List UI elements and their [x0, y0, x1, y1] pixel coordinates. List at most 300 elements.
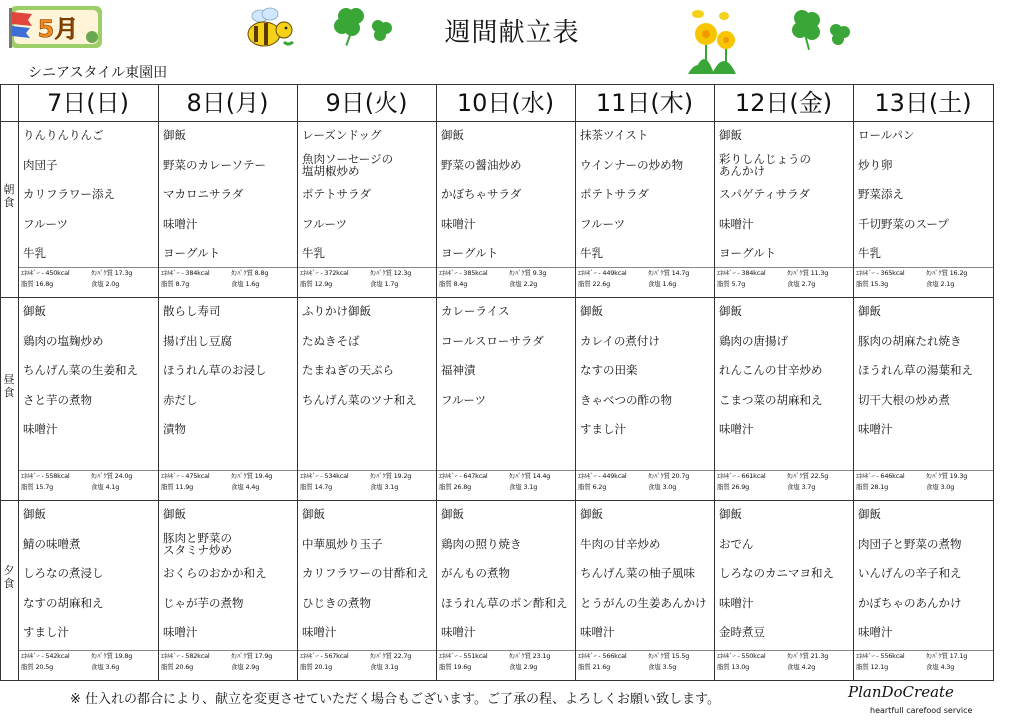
dish-item: [23, 247, 46, 259]
nutrition-salt: 食塩 3.1g: [370, 663, 399, 671]
nutrition-energy: ｴﾈﾙｷﾞｰ - 449kcal: [578, 269, 627, 277]
nutrition-energy: ｴﾈﾙｷﾞｰ - 385kcal: [439, 269, 488, 277]
dish-item: [302, 567, 429, 579]
nutrition-salt: 食塩 3.0g: [648, 483, 677, 491]
dish-item: [580, 159, 683, 171]
dish-line: なすの胡麻和え: [23, 595, 104, 610]
dish-line: カレーライス: [441, 304, 510, 318]
nutrition-divider: [19, 470, 158, 471]
dish-line: 御飯: [858, 304, 881, 318]
dish-item: [23, 129, 104, 141]
dish-item: [719, 335, 788, 347]
nutrition-energy: ｴﾈﾙｷﾞｰ - 556kcal: [856, 652, 905, 660]
dish-line: 鶏肉の唐揚げ: [719, 333, 788, 348]
dish-item: [441, 305, 510, 317]
dish-line: しろなのカニマヨ和え: [719, 566, 834, 580]
dish-item: [23, 394, 92, 406]
dish-item: [441, 159, 522, 171]
dish-line: さと芋の煮物: [23, 392, 92, 407]
nutrition-salt: 食塩 3.1g: [370, 483, 399, 491]
dish-item: [580, 567, 695, 579]
dish-item: [580, 626, 615, 638]
dish-line: 味噌汁: [23, 422, 58, 436]
nutrition-divider: [437, 267, 575, 268]
day-header: 13日(土): [874, 89, 972, 117]
dish-line: 炒り卵: [858, 157, 893, 172]
dish-line: 味噌汁: [858, 422, 893, 436]
dish-line: 御飯: [302, 507, 325, 521]
nutrition-divider: [298, 650, 436, 651]
nutrition-salt: 食塩 1.6g: [231, 280, 260, 288]
dish-line: 御飯: [441, 128, 464, 142]
dish-line: おでん: [719, 536, 754, 551]
dish-line: いんげんの辛子和え: [858, 566, 962, 580]
dish-item: [580, 218, 625, 230]
dish-line: あんかけ: [719, 163, 765, 178]
dish-line: 御飯: [441, 507, 464, 521]
nutrition-energy: ｴﾈﾙｷﾞｰ - 450kcal: [21, 269, 70, 277]
dish-item: [719, 394, 823, 406]
dish-line: 味噌汁: [441, 625, 476, 639]
dish-line: たぬきそば: [302, 333, 360, 348]
dish-item: [858, 597, 962, 609]
dish-line: 肉団子: [23, 157, 58, 172]
dish-item: [23, 335, 104, 347]
day-header: 8日(月): [186, 89, 269, 117]
dish-item: [23, 159, 58, 171]
dish-line: 御飯: [23, 304, 46, 318]
dish-item: [580, 129, 648, 141]
dish-line: ふりかけ御飯: [302, 304, 371, 318]
dish-line: 野菜添え: [858, 187, 904, 201]
nutrition-lipid: 脂質 11.9g: [161, 483, 194, 491]
dish-item: [719, 597, 754, 609]
dish-item: [163, 394, 198, 406]
day-header: 12日(金): [734, 89, 833, 117]
nutrition-energy: ｴﾈﾙｷﾞｰ - 384kcal: [161, 269, 210, 277]
dish-line: ちんげん菜のツナ和え: [302, 392, 417, 407]
grid-line: [0, 297, 994, 298]
nutrition-salt: 食塩 3.6g: [91, 663, 120, 671]
meal-label-char: 食: [3, 385, 15, 399]
dish-line: 切干大根の炒め煮: [858, 392, 950, 407]
nutrition-lipid: 脂質 14.7g: [300, 483, 333, 491]
dish-item: [302, 394, 417, 406]
dish-line: ちんげん菜の生姜和え: [23, 363, 138, 377]
dish-item: [858, 626, 893, 638]
dish-line: フルーツ: [580, 216, 626, 231]
nutrition-lipid: 脂質 20.1g: [300, 663, 333, 671]
nutrition-lipid: 脂質 26.9g: [717, 483, 750, 491]
dish-item: [163, 626, 198, 638]
dish-line: ほうれん草のお浸し: [163, 363, 267, 377]
day-header: 10日(水): [456, 89, 555, 117]
nutrition-divider: [19, 267, 158, 268]
nutrition-protein: ﾀﾝﾊﾟｸ質 23.1g: [509, 652, 551, 660]
dish-line: 御飯: [719, 304, 742, 318]
dish-line: 御飯: [23, 507, 46, 521]
dish-item: [302, 597, 371, 609]
dish-item: [441, 508, 464, 520]
dish-line: 千切野菜のスープ: [858, 216, 949, 231]
nutrition-energy: ｴﾈﾙｷﾞｰ - 449kcal: [578, 472, 627, 480]
nutrition-lipid: 脂質 13.0g: [717, 663, 750, 671]
nutrition-energy: ｴﾈﾙｷﾞｰ - 661kcal: [717, 472, 766, 480]
grid-line: [714, 84, 715, 680]
dish-item: [719, 218, 754, 230]
dish-item: [441, 394, 486, 406]
nutrition-salt: 食塩 4.4g: [231, 483, 260, 491]
dish-line: 赤だし: [163, 392, 198, 407]
dish-line: がんもの煮物: [441, 566, 510, 580]
dish-line: 御飯: [719, 128, 742, 142]
day-header: 11日(木): [595, 89, 694, 117]
dish-item: [580, 305, 603, 317]
nutrition-divider: [854, 267, 993, 268]
dish-line: 魚肉ソーセージの: [302, 151, 394, 166]
dish-item: [858, 129, 914, 141]
nutrition-lipid: 脂質 16.8g: [21, 280, 54, 288]
meal-label-char: 食: [3, 196, 15, 209]
nutrition-lipid: 脂質 20.6g: [161, 663, 194, 671]
dish-item: [23, 626, 69, 638]
dish-item: [719, 538, 753, 550]
dish-item: [163, 305, 221, 317]
dish-line: 御飯: [163, 128, 186, 142]
dish-line: 豚肉の胡麻たれ焼き: [858, 333, 962, 348]
dish-item: [858, 159, 893, 171]
nutrition-lipid: 脂質 22.6g: [578, 280, 611, 288]
meal-label-char: 朝: [3, 183, 15, 196]
nutrition-protein: ﾀﾝﾊﾟｸ質 19.4g: [231, 472, 273, 480]
nutrition-divider: [437, 470, 575, 471]
dish-item: [23, 567, 104, 579]
dish-line: ポテトサラダ: [302, 187, 371, 201]
nutrition-divider: [298, 267, 436, 268]
dish-item: [302, 508, 325, 520]
dish-line: 御飯: [580, 507, 603, 521]
dish-line: 金時煮豆: [719, 625, 765, 639]
dish-item: [441, 335, 544, 347]
dish-line: 中華風炒り玉子: [302, 536, 383, 551]
grid-line: [436, 84, 437, 680]
dish-item: [858, 335, 962, 347]
grid-line: [853, 84, 854, 680]
grid-line: [18, 84, 19, 680]
nutrition-protein: ﾀﾝﾊﾟｸ質 21.3g: [787, 652, 829, 660]
nutrition-salt: 食塩 1.6g: [648, 280, 677, 288]
facility-name: シニアスタイル東園田: [28, 65, 168, 81]
nutrition-protein: ﾀﾝﾊﾟｸ質 19.2g: [370, 472, 412, 480]
nutrition-protein: ﾀﾝﾊﾟｸ質 9.3g: [509, 269, 547, 277]
footer-note: ※ 仕入れの都合により、献立を変更させていただく場合もございます。ご了承の程、よろしくお願い致します。: [70, 692, 720, 707]
dish-item: [302, 188, 371, 200]
nutrition-energy: ｴﾈﾙｷﾞｰ - 365kcal: [856, 269, 905, 277]
nutrition-protein: ﾀﾝﾊﾟｸ質 17.1g: [926, 652, 968, 660]
nutrition-divider: [715, 267, 853, 268]
dish-line: りんりんりんご: [23, 128, 104, 142]
meal-label-char: 食: [3, 577, 15, 590]
nutrition-salt: 食塩 2.1g: [926, 280, 955, 288]
dish-line: 御飯: [858, 507, 881, 521]
nutrition-energy: ｴﾈﾙｷﾞｰ - 384kcal: [717, 269, 766, 277]
dish-line: レーズンドッグ: [302, 128, 382, 142]
dish-item: [163, 567, 267, 579]
company-tagline: heartfull carefood service: [870, 706, 973, 715]
dish-item: [163, 335, 232, 347]
grid-line: [297, 84, 298, 680]
nutrition-salt: 食塩 2.9g: [509, 663, 538, 671]
dish-item: [23, 305, 46, 317]
dish-item: [163, 159, 266, 171]
nutrition-salt: 食塩 2.2g: [509, 280, 538, 288]
dish-item: [580, 247, 603, 259]
dish-line: おくらのおかか和え: [163, 566, 267, 580]
nutrition-protein: ﾀﾝﾊﾟｸ質 15.5g: [648, 652, 690, 660]
day-header: 7日(日): [47, 89, 129, 117]
dish-item: [719, 153, 811, 177]
dish-line: 牛乳: [580, 246, 603, 260]
dish-line: 味噌汁: [163, 216, 198, 231]
dish-line: かぼちゃのあんかけ: [858, 595, 962, 610]
meal-label-char: 夕: [3, 564, 15, 577]
dish-item: [441, 188, 521, 200]
dish-line: しろなの煮浸し: [23, 566, 104, 580]
nutrition-divider: [159, 267, 297, 268]
nutrition-salt: 食塩 2.7g: [787, 280, 816, 288]
nutrition-divider: [159, 470, 297, 471]
nutrition-protein: ﾀﾝﾊﾟｸ質 22.7g: [370, 652, 412, 660]
nutrition-protein: ﾀﾝﾊﾟｸ質 24.0g: [91, 472, 133, 480]
dish-line: 肉団子と野菜の煮物: [858, 536, 962, 551]
dish-line: コールスローサラダ: [441, 333, 544, 348]
dish-item: [858, 538, 962, 550]
dish-line: 味噌汁: [302, 625, 337, 639]
nutrition-energy: ｴﾈﾙｷﾞｰ - 646kcal: [856, 472, 905, 480]
nutrition-energy: ｴﾈﾙｷﾞｰ - 475kcal: [161, 472, 210, 480]
dish-item: [23, 218, 68, 230]
month-badge-text: 5月: [37, 15, 79, 43]
nutrition-divider: [19, 650, 158, 651]
nutrition-protein: ﾀﾝﾊﾟｸ質 20.7g: [648, 472, 690, 480]
dish-item: [858, 188, 904, 200]
nutrition-lipid: 脂質 8.7g: [161, 280, 190, 288]
nutrition-divider: [854, 470, 993, 471]
nutrition-divider: [715, 470, 853, 471]
dish-item: [719, 188, 810, 200]
carp-streamer-icon: [0, 0, 1, 1]
nutrition-energy: ｴﾈﾙｷﾞｰ - 567kcal: [300, 652, 349, 660]
nutrition-energy: ｴﾈﾙｷﾞｰ - 582kcal: [161, 652, 210, 660]
nutrition-protein: ﾀﾝﾊﾟｸ質 8.8g: [231, 269, 269, 277]
nutrition-protein: ﾀﾝﾊﾟｸ質 19.3g: [926, 472, 968, 480]
nutrition-salt: 食塩 3.5g: [648, 663, 677, 671]
dish-line: カリフラワーの甘酢和え: [302, 566, 429, 580]
dish-line: 野菜のカレーソテー: [163, 157, 267, 172]
grid-line: [993, 84, 994, 680]
nutrition-divider: [715, 650, 853, 651]
day-header: 9日(火): [325, 89, 408, 117]
dish-item: [163, 508, 186, 520]
meal-label-lunch: [1, 373, 17, 399]
dish-line: フルーツ: [441, 392, 487, 407]
nutrition-divider: [437, 650, 575, 651]
dish-line: 鶏肉の照り焼き: [441, 536, 522, 551]
dish-line: ヨーグルト: [719, 246, 777, 260]
dish-item: [719, 364, 823, 376]
dish-line: スパゲティサラダ: [719, 187, 810, 201]
dish-item: [441, 218, 476, 230]
dish-item: [23, 188, 115, 200]
dish-line: すまし汁: [580, 422, 626, 436]
dish-item: [302, 305, 371, 317]
meal-label-char: 昼: [3, 372, 15, 386]
dish-item: [441, 129, 464, 141]
dish-item: [302, 247, 325, 259]
dish-item: [441, 567, 510, 579]
dish-item: [163, 597, 244, 609]
dish-item: [719, 305, 742, 317]
nutrition-protein: ﾀﾝﾊﾟｸ質 11.3g: [787, 269, 829, 277]
dish-line: フルーツ: [302, 216, 348, 231]
nutrition-salt: 食塩 1.7g: [370, 280, 399, 288]
dish-item: [163, 129, 186, 141]
dish-item: [719, 567, 834, 579]
nutrition-energy: ｴﾈﾙｷﾞｰ - 372kcal: [300, 269, 349, 277]
dish-item: [719, 508, 742, 520]
nutrition-lipid: 脂質 5.7g: [717, 280, 746, 288]
dish-item: [302, 129, 381, 141]
nutrition-protein: ﾀﾝﾊﾟｸ質 16.2g: [926, 269, 968, 277]
nutrition-salt: 食塩 2.0g: [91, 280, 120, 288]
grid-line: [0, 500, 994, 501]
dish-item: [580, 364, 638, 376]
dish-line: 御飯: [163, 507, 186, 521]
dish-line: 味噌汁: [441, 216, 476, 231]
dish-item: [580, 538, 661, 550]
dish-line: こまつ菜の胡麻和え: [719, 392, 823, 407]
nutrition-lipid: 脂質 19.6g: [439, 663, 472, 671]
dish-line: 牛乳: [302, 246, 325, 260]
dish-item: [719, 423, 754, 435]
dish-item: [302, 538, 383, 550]
nutrition-salt: 食塩 3.1g: [509, 483, 538, 491]
dish-line: 鯖の味噌煮: [23, 536, 81, 551]
page-title: 週間献立表: [444, 18, 580, 48]
dish-line: ひじきの煮物: [302, 595, 371, 610]
dish-line: とうがんの生姜あんかけ: [580, 595, 707, 610]
dish-line: ロールパン: [858, 128, 915, 142]
dish-item: [163, 532, 232, 556]
dish-item: [719, 626, 765, 638]
grid-line: [158, 84, 159, 680]
dish-line: ほうれん草のポン酢和え: [441, 595, 568, 610]
dish-line: じゃが芋の煮物: [163, 595, 244, 610]
dish-item: [302, 626, 337, 638]
dish-item: [580, 423, 626, 435]
dish-item: [163, 218, 198, 230]
dish-item: [163, 188, 243, 200]
dish-item: [580, 335, 660, 347]
grid-line: [0, 680, 994, 681]
nutrition-divider: [576, 267, 714, 268]
nutrition-protein: ﾀﾝﾊﾟｸ質 17.3g: [91, 269, 133, 277]
nutrition-lipid: 脂質 20.5g: [21, 663, 54, 671]
nutrition-lipid: 脂質 6.2g: [578, 483, 607, 491]
grid-line: [575, 84, 576, 680]
dish-line: 野菜の醤油炒め: [441, 157, 522, 172]
nutrition-energy: ｴﾈﾙｷﾞｰ - 542kcal: [21, 652, 70, 660]
nutrition-energy: ｴﾈﾙｷﾞｰ - 558kcal: [21, 472, 70, 480]
dish-line: 牛肉の甘辛炒め: [580, 536, 661, 551]
nutrition-salt: 食塩 4.3g: [926, 663, 955, 671]
nutrition-divider: [298, 470, 436, 471]
dish-item: [858, 364, 973, 376]
nutrition-salt: 食塩 3.0g: [926, 483, 955, 491]
nutrition-salt: 食塩 4.1g: [91, 483, 120, 491]
dish-line: ヨーグルト: [441, 246, 499, 260]
dish-item: [23, 597, 104, 609]
dish-line: 御飯: [580, 304, 603, 318]
dish-item: [858, 218, 949, 230]
dish-line: フルーツ: [23, 216, 69, 231]
dish-line: カレイの煮付け: [580, 333, 660, 348]
dish-item: [23, 364, 138, 376]
dish-line: マカロニサラダ: [163, 187, 244, 201]
nutrition-protein: ﾀﾝﾊﾟｸ質 17.9g: [231, 652, 273, 660]
dish-item: [302, 364, 394, 376]
dish-line: 味噌汁: [163, 625, 198, 639]
dish-line: 福神漬: [441, 363, 476, 377]
nutrition-protein: ﾀﾝﾊﾟｸ質 14.4g: [509, 472, 551, 480]
dish-line: たまねぎの天ぷら: [302, 363, 394, 377]
dish-line: ほうれん草の湯葉和え: [858, 363, 973, 377]
grid-line: [0, 121, 994, 122]
nutrition-energy: ｴﾈﾙｷﾞｰ - 550kcal: [717, 652, 766, 660]
nutrition-salt: 食塩 2.9g: [231, 663, 260, 671]
dish-line: 彩りしんじょうの: [719, 151, 811, 166]
nutrition-divider: [854, 650, 993, 651]
dish-line: 味噌汁: [858, 625, 893, 639]
nutrition-energy: ｴﾈﾙｷﾞｰ - 647kcal: [439, 472, 488, 480]
dish-line: なすの田楽: [580, 363, 638, 377]
dish-line: 塩胡椒炒め: [302, 163, 360, 178]
dish-item: [302, 335, 360, 347]
dish-line: 揚げ出し豆腐: [163, 333, 232, 348]
dish-item: [23, 423, 58, 435]
dish-item: [719, 129, 742, 141]
dish-line: きゃべつの酢の物: [580, 392, 672, 407]
nutrition-protein: ﾀﾝﾊﾟｸ質 22.5g: [787, 472, 829, 480]
dish-line: ちんげん菜の柚子風味: [580, 566, 695, 580]
meal-label-breakfast: [1, 183, 17, 209]
nutrition-divider: [576, 470, 714, 471]
dish-line: カリフラワー添え: [23, 187, 115, 201]
dish-item: [580, 394, 672, 406]
dish-item: [163, 247, 220, 259]
dish-item: [719, 247, 776, 259]
dish-item: [441, 364, 476, 376]
dish-item: [858, 423, 893, 435]
dish-line: ウインナーの炒め物: [580, 157, 684, 172]
dish-line: ヨーグルト: [163, 246, 221, 260]
dish-item: [441, 597, 568, 609]
dish-line: スタミナ炒め: [163, 542, 232, 557]
nutrition-protein: ﾀﾝﾊﾟｸ質 12.3g: [370, 269, 412, 277]
dish-line: かぼちゃサラダ: [441, 187, 522, 201]
nutrition-divider: [159, 650, 297, 651]
dish-item: [580, 508, 603, 520]
